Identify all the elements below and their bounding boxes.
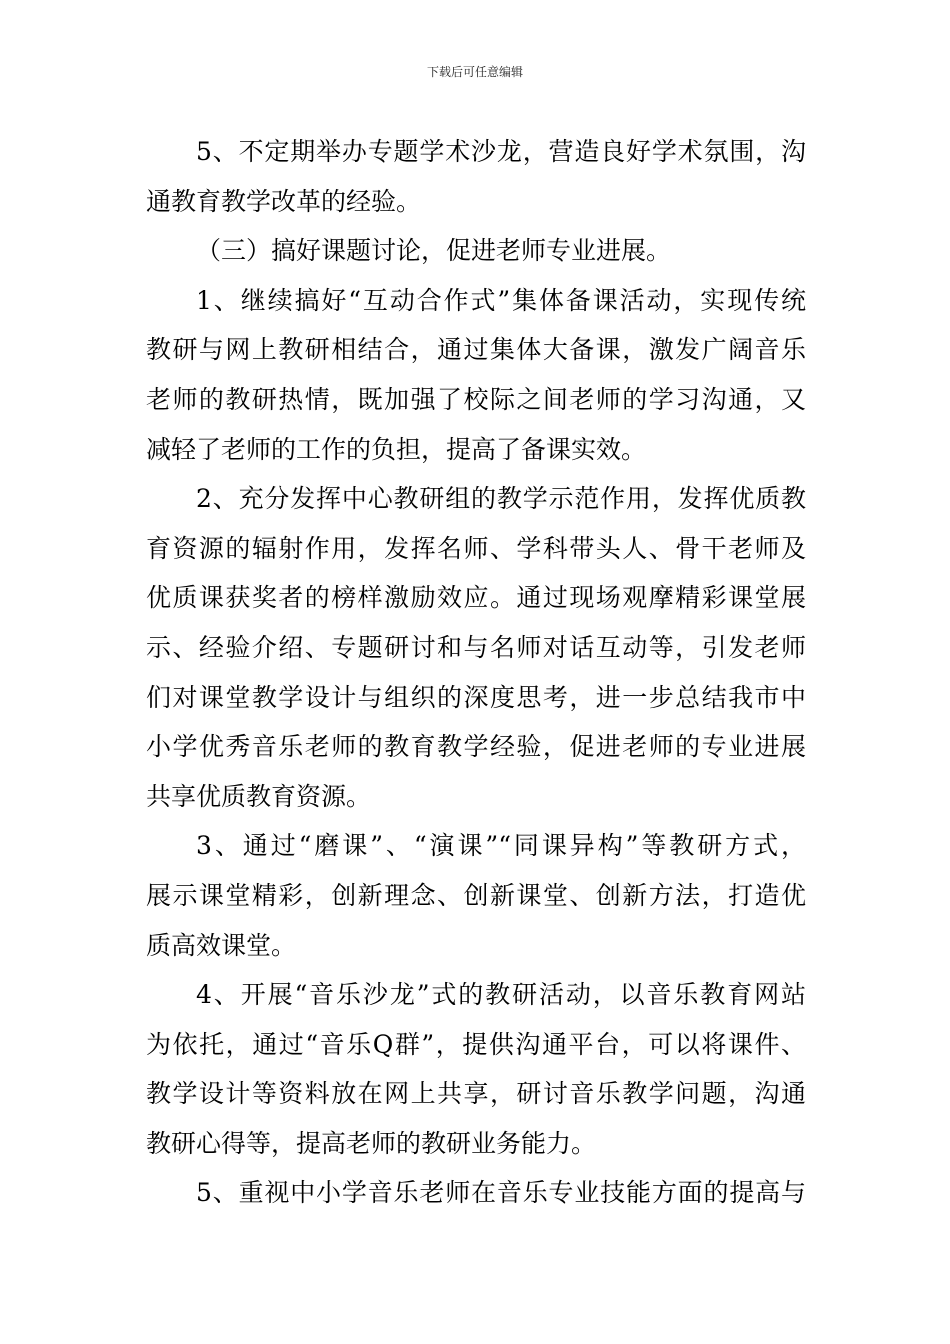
text-line: 减轻了老师的工作的负担，提高了备课实效。: [146, 434, 647, 464]
text-line: 5、重视中小学音乐老师在音乐专业技能方面的提高与: [196, 1178, 806, 1208]
text-line: 为依托，通过“音乐Q群”，提供沟通平台，可以将课件、: [146, 1029, 806, 1059]
text-line: 4、开展“音乐沙龙”式的教研活动，以音乐教育网站: [196, 980, 806, 1010]
text-line: 教研心得等，提高老师的教研业务能力。: [146, 1128, 597, 1158]
text-line: 示、经验介绍、专题研讨和与名师对话互动等，引发老师: [146, 632, 806, 662]
text-line: 优质课获奖者的榜样激励效应。通过现场观摩精彩课堂展: [146, 583, 806, 613]
text-line: 1、继续搞好“互动合作式”集体备课活动，实现传统: [196, 285, 806, 315]
text-line: 们对课堂教学设计与组织的深度思考，进一步总结我市中: [146, 682, 806, 712]
text-line: 教学设计等资料放在网上共享，研讨音乐教学问题，沟通: [146, 1079, 806, 1109]
text-line: 小学优秀音乐老师的教育教学经验，促进老师的专业进展: [146, 732, 806, 762]
document-body: [146, 127, 806, 1218]
text-line: 育资源的辐射作用，发挥名师、学科带头人、骨干老师及: [146, 533, 806, 563]
text-line: 教研与网上教研相结合，通过集体大备课，激发广阔音乐: [146, 335, 806, 365]
text-line: 老师的教研热情，既加强了校际之间老师的学习沟通，又: [146, 384, 806, 414]
text-line: 通教育教学改革的经验。: [146, 186, 422, 216]
text-line: 5、不定期举办专题学术沙龙，营造良好学术氛围，沟: [196, 137, 806, 166]
text-line: 共享优质教育资源。: [146, 781, 372, 811]
text-line: 2、充分发挥中心教研组的教学示范作用，发挥优质教: [196, 484, 806, 514]
text-line: 展示课堂精彩，创新理念、创新课堂、创新方法，打造优: [146, 880, 806, 910]
page-header: 下载后可任意编辑: [426, 65, 523, 79]
text-line: 3、通过“磨课”、“演课”“同课异构”等教研方式，: [196, 831, 806, 861]
text-line: 质高效课堂。: [146, 930, 297, 960]
text-line: （三）搞好课题讨论，促进老师专业进展。: [196, 236, 672, 266]
